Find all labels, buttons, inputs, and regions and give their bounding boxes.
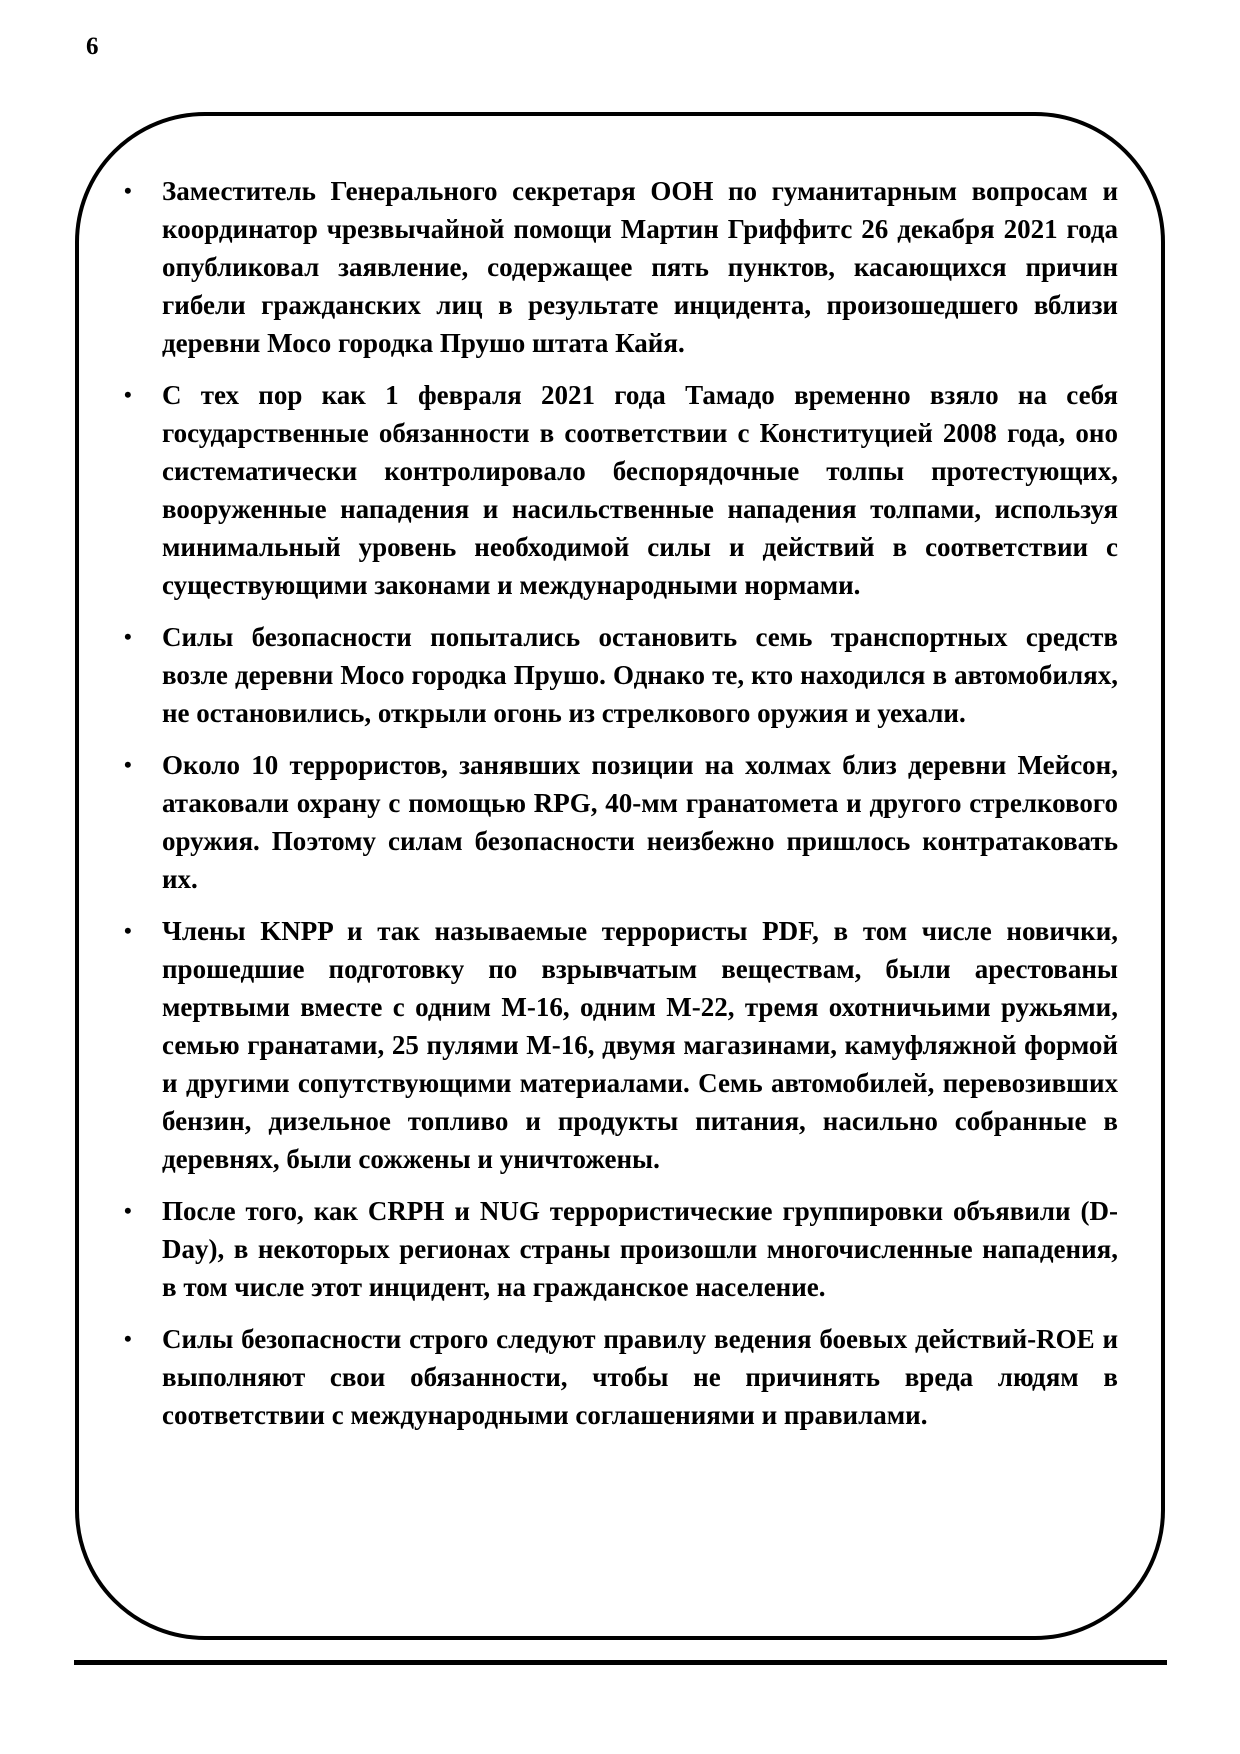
bullet-item-4 [124,746,1118,898]
bullet-item-1 [124,172,1118,362]
bullet-dot-icon: • [124,178,132,203]
bullet-dot-icon: • [124,1198,132,1223]
bullet-text-3: Силы безопасности попытались остановить семь транспортных средств возле деревни Мосо городка Прушо. Однако те, кто находился в автомобилях, не остановились, открыли огонь из стрелкового оружия и уехали. [162,622,1118,728]
bullet-item-3 [124,618,1118,732]
bullet-item-5 [124,912,1118,1178]
bullet-text-2: С тех пор как 1 февраля 2021 года Тамадо временно взяло на себя государственные обязанности в соответствии с Конституцией 2008 года, оно систематически контролировало беспорядочные толпы протестующих, вооруженные нападения и насильственные нападения толпами, используя минимальный уровень необходимой силы и действий в соответствии с существующими законами и международными нормами. [162,380,1118,600]
bullet-dot-icon: • [124,382,132,407]
bullet-list [124,172,1118,1448]
bullet-item-2 [124,376,1118,604]
bullet-dot-icon: • [124,1326,132,1351]
bullet-item-7 [124,1320,1118,1434]
bullet-text-7: Силы безопасности строго следуют правилу ведения боевых действий-ROE и выполняют свои обязанности, чтобы не причинять вреда людям в соответствии с международными соглашениями и правилами. [162,1324,1118,1430]
bullet-text-5: Члены KNPP и так называемые террористы PDF, в том числе новички, прошедшие подготовку по взрывчатым веществам, были арестованы мертвыми вместе с одним M-16, одним M-22, тремя охотничьими ружьями, семью гранатами, 25 пулями M-16, двумя магазинами, камуфляжной формой и другими сопутствующими материалами. Семь автомобилей, перевозивших бензин, дизельное топливо и продукты питания, насильно собранные в деревнях, были сожжены и уничтожены. [162,916,1118,1174]
bullet-dot-icon: • [124,918,132,943]
bullet-dot-icon: • [124,624,132,649]
bullet-text-4: Около 10 террористов, занявших позиции на холмах близ деревни Мейсон, атаковали охрану с помощью RPG, 40-мм гранатомета и другого стрелкового оружия. Поэтому силам безопасности неизбежно пришлось контратаковать их. [162,750,1118,894]
bullet-text-6: После того, как CRPH и NUG террористические группировки объявили (D-Day), в некоторых регионах страны произошли многочисленные нападения, в том числе этот инцидент, на гражданское население. [162,1196,1118,1302]
bullet-dot-icon: • [124,752,132,777]
bottom-divider [74,1660,1167,1665]
bullet-text-1: Заместитель Генерального секретаря ООН по гуманитарным вопросам и координатор чрезвычайной помощи Мартин Гриффитс 26 декабря 2021 года опубликовал заявление, содержащее пять пунктов, касающихся причин гибели гражданских лиц в результате инцидента, произошедшего вблизи деревни Мосо городка Прушо штата Кайя. [162,176,1118,358]
bullet-item-6 [124,1192,1118,1306]
page-number: 6 [86,33,99,60]
